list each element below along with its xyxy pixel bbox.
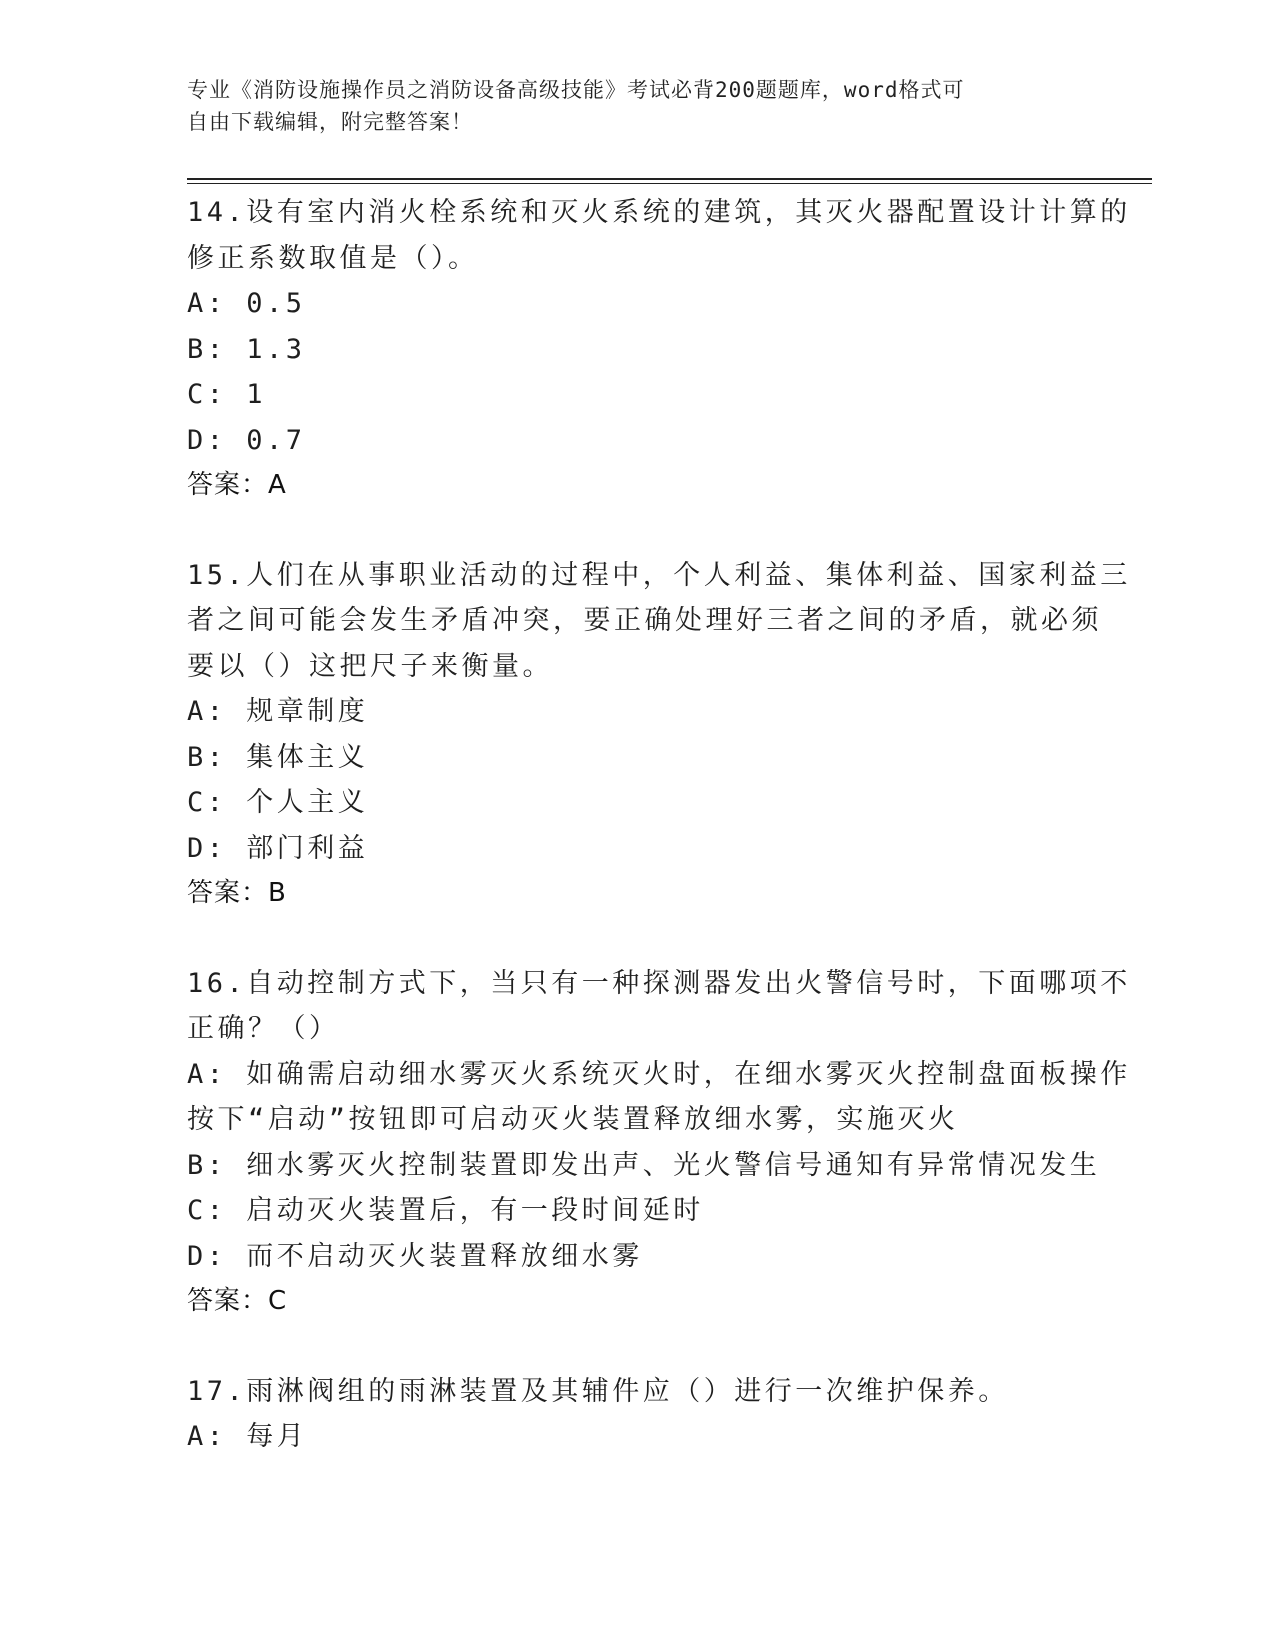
document-header [187,74,1087,138]
question-15 [187,553,1131,917]
option-c: C: 启动灭火装置后，有一段时间延时 [187,1195,704,1226]
option-b: B: 集体主义 [187,741,369,773]
question-stem-line: 17.雨淋阀组的雨淋装置及其辅件应（）进行一次维护保养。 [187,1375,1009,1407]
answer-text: 答案：C [187,1286,288,1316]
option-a-continued: 按下“启动”按钮即可启动灭火装置释放细水雾，实施灭火 [187,1104,959,1135]
question-stem-line: 者之间可能会发生矛盾冲突，要正确处理好三者之间的矛盾，就必须 [187,605,1102,636]
option-a: A: 每月 [187,1421,308,1452]
option-c: C: 1 [187,379,267,410]
option-d: D: 部门利益 [187,832,369,864]
question-stem-line: 14.设有室内消火栓系统和灭火系统的建筑，其灭火器配置设计计算的 [187,197,1131,228]
option-b: B: 1.3 [187,333,306,365]
option-a: A: 如确需启动细水雾灭火系统灭火时，在细水雾灭火控制盘面板操作 [187,1058,1131,1090]
option-c: C: 个人主义 [187,787,369,818]
question-14 [187,190,1131,509]
option-b: B: 细水雾灭火控制装置即发出声、光火警信号通知有异常情况发生 [187,1149,1101,1181]
header-line-2: 自由下载编辑，附完整答案！ [187,110,473,134]
header-divider [187,178,1152,184]
answer-text: 答案：A [187,470,287,500]
option-d: D: 而不启动灭火装置释放细水雾 [187,1240,643,1272]
question-stem-line: 要以（）这把尺子来衡量。 [187,650,553,682]
question-16 [187,961,1131,1325]
answer-text: 答案：B [187,878,287,908]
question-stem-line: 修正系数取值是（）。 [187,242,479,274]
question-17 [187,1369,1087,1460]
header-line-1: 专业《消防设施操作员之消防设备高级技能》考试必背200题题库，word格式可 [187,78,965,102]
option-a: A: 规章制度 [187,696,369,727]
option-d: D: 0.7 [187,424,306,456]
question-list [187,190,1131,1460]
option-a: A: 0.5 [187,288,306,319]
question-stem-line: 正确？（） [187,1013,340,1044]
question-stem-line: 15.人们在从事职业活动的过程中，个人利益、集体利益、国家利益三 [187,559,1131,591]
question-stem-line: 16.自动控制方式下，当只有一种探测器发出火警信号时，下面哪项不 [187,967,1131,999]
